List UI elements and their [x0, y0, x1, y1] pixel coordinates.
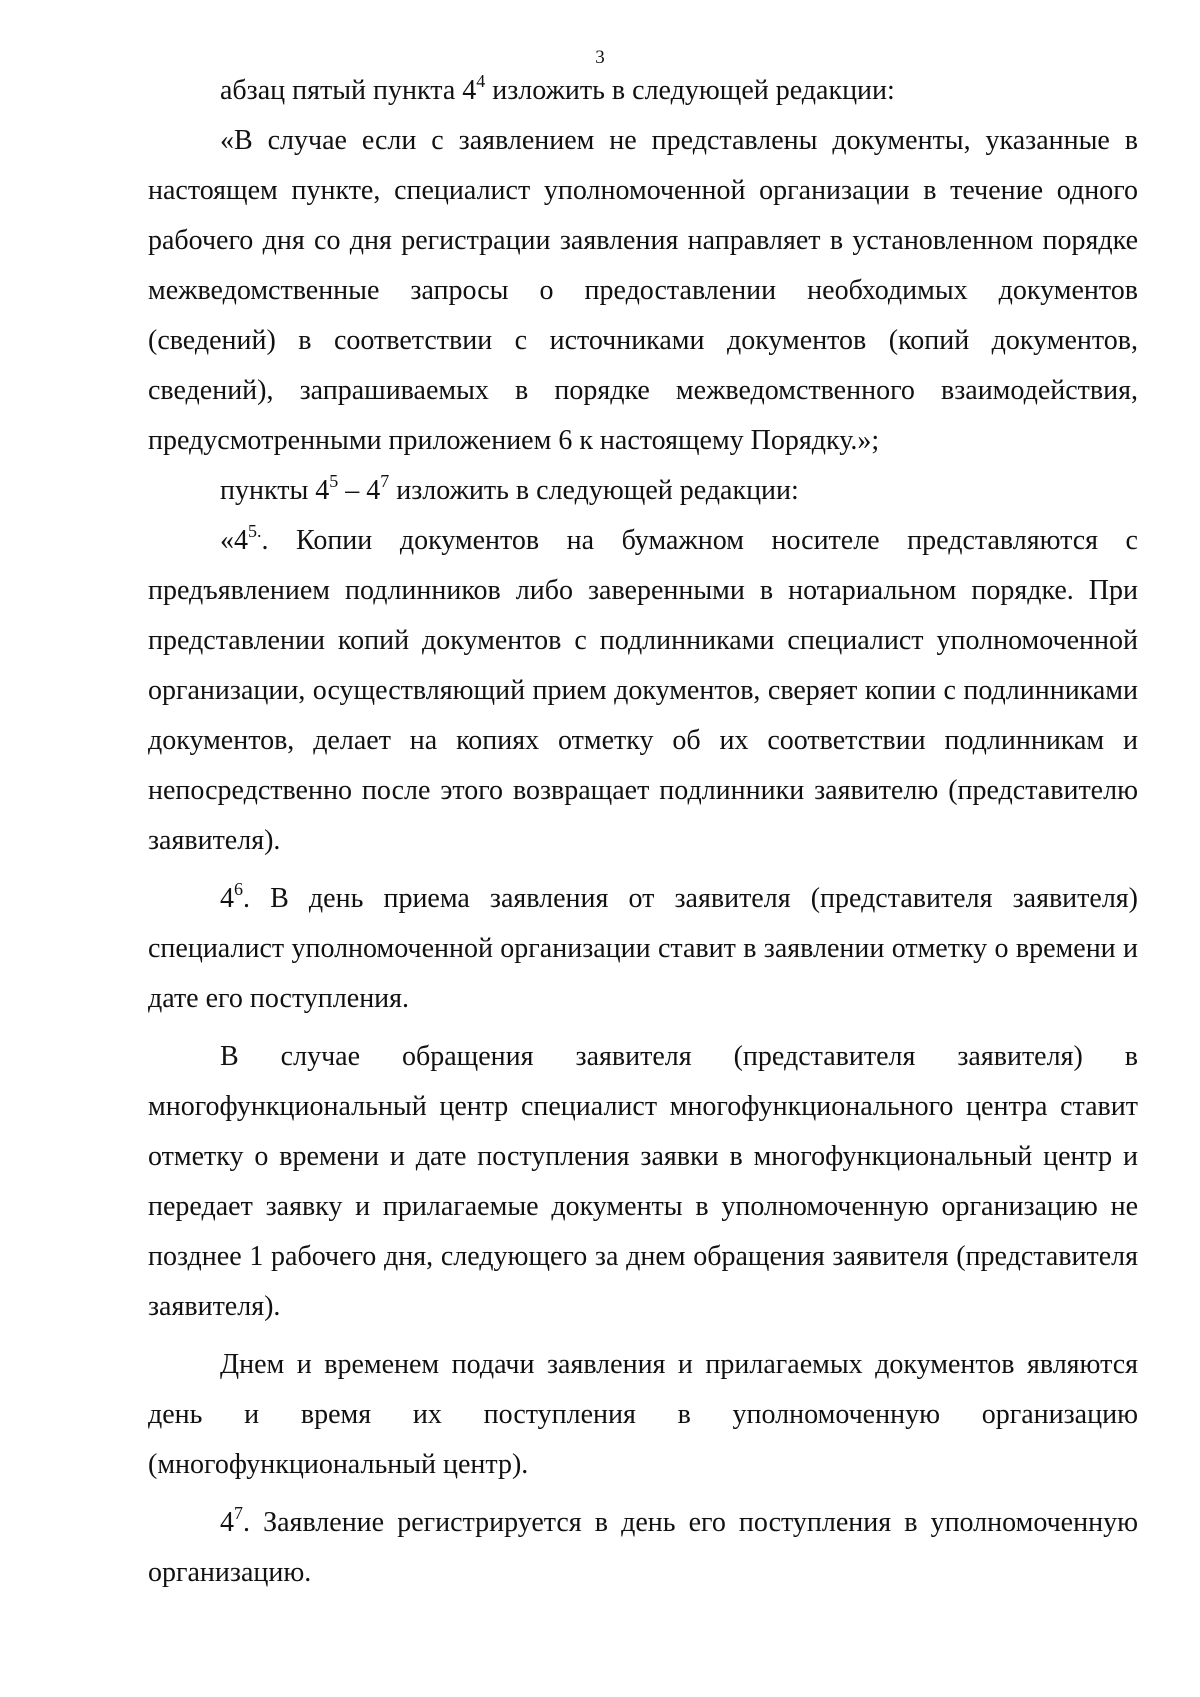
superscript: 4 — [476, 71, 486, 91]
page-number: 3 — [595, 47, 605, 68]
superscript: 7 — [380, 471, 390, 491]
paragraph-5: $4^6$. В день приема заявления от заявителя (представителя заявителя) специалист уполномоченной организации ставит в заявлении отметку о времени и дате его поступления. — [148, 879, 1138, 1014]
paragraph-8: $4^7$. Заявление регистрируется в день его поступления в уполномоченную организацию. — [148, 1503, 1138, 1588]
superscript: 7 — [234, 1503, 243, 1523]
paragraph-1: абзац пятый пункта $4^4$ изложить в следующей редакции: — [220, 71, 895, 106]
paragraph-6: В случае обращения заявителя (представителя заявителя) в многофункциональный центр специалист многофункционального центра ставит отметку о времени и дате поступления заявки в многофункциональный центр и передает заявку и прилагаемые документы в уполномоченную организацию не позднее 1 рабочего дня, следующего за днем обращения заявителя (представителя заявителя). — [148, 1041, 1138, 1322]
paragraph-4: «$4^{5.}$. Копии документов на бумажном носителе представляются с предъявлением подлинников либо заверенными в нотариальном порядке. При представлении копий документов с подлинниками специалист уполномоченной организации, осуществляющий прием документов, сверяет копии с подлинниками документов, делает на копиях отметку об их соответствии подлинникам и непосредственно после этого возвращает подлинники заявителю (представителю заявителя). — [148, 521, 1138, 856]
superscript: 5 — [329, 471, 339, 491]
document-body — [148, 66, 1138, 1598]
superscript: 5. — [248, 521, 262, 541]
paragraph-2: «В случае если с заявлением не представлены документы, указанные в настоящем пункте, специалист уполномоченной организации в течение одного рабочего дня со дня регистрации заявления направляет в установленном порядке межведомственные запросы о предоставлении необходимых документов (сведений) в соответствии с источниками документов (копий документов, сведений), запрашиваемых в порядке межведомственного взаимодействия, предусмотренными приложением 6 к настоящему Порядку.»; — [148, 125, 1138, 456]
paragraph-3: пункты $4^5 - 4^7$ изложить в следующей редакции: — [220, 471, 799, 506]
superscript: 6 — [234, 879, 243, 899]
paragraph-7: Днем и временем подачи заявления и прилагаемых документов являются день и время их поступления в уполномоченную организацию (многофункциональный центр). — [148, 1349, 1138, 1480]
